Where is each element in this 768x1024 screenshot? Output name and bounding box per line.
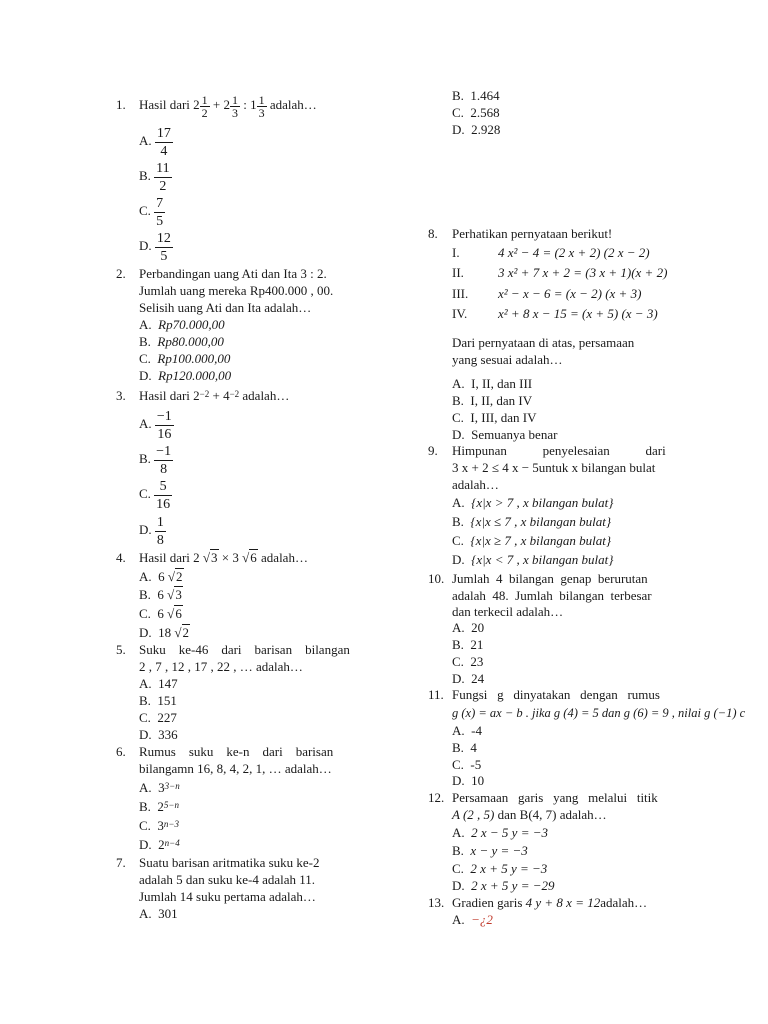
question-7-line: Suatu barisan aritmatika suku ke-2: [139, 855, 320, 870]
option-a: A. 301: [139, 906, 178, 921]
option-b: B. 151: [139, 693, 177, 708]
question-8-line: yang sesuai adalah…: [452, 352, 563, 367]
option-a: A. 147: [139, 676, 178, 691]
question-6-line: bilangamn 16, 8, 4, 2, 1, … adalah…: [139, 761, 332, 776]
option-d: D. $\frac{12}{5}$: [139, 230, 171, 264]
question-number: 9.: [428, 443, 438, 458]
question-number: 13.: [428, 895, 445, 910]
question-number: 10.: [428, 571, 445, 586]
question-2-line: Selisih uang Ati dan Ita adalah…: [139, 300, 312, 315]
question-number: 6.: [116, 744, 126, 759]
option-b: B. 1.464: [452, 88, 500, 103]
option-c: C. $\frac{7}{5}$: [139, 195, 164, 229]
option-c: C. 2 x + 5 y = −3: [452, 861, 548, 876]
option-b: B. {x|x ≤ 7 , x bilangan bulat}: [452, 514, 612, 529]
question-10-line: dan terkecil adalah…: [452, 604, 564, 619]
question-8-line: Dari pernyataan di atas, persamaan: [452, 335, 635, 350]
question-10-line: adalah 48. Jumlah bilangan terbesar: [452, 588, 652, 603]
option-a: A. Rp70.000,00: [139, 317, 225, 332]
option-d: D. 2 x + 5 y = −29: [452, 878, 555, 893]
option-d: D. $\frac{1}{8}$: [139, 514, 164, 548]
question-5-line: 2 , 7 , 12 , 17 , 22 , … adalah…: [139, 659, 303, 674]
question-number: 12.: [428, 790, 445, 805]
question-11-line: g (x) = ax − b . jika g (4) = 5 dan g (6) = 9 , nilai g (−1) c: [452, 706, 746, 720]
option-c: C. -5: [452, 757, 482, 772]
option-a: A. 2 x − 5 y = −3: [452, 825, 548, 840]
question-2-line: Perbandingan uang Ati dan Ita 3 : 2.: [139, 266, 327, 281]
question-9-line: adalah…: [452, 477, 499, 492]
question-9-line: 3 x + 2 ≤ 4 x − 5untuk x bilangan bulat: [452, 460, 656, 475]
option-d: D. $2^{n-4}$: [139, 837, 180, 852]
statement-roman: III.: [452, 286, 469, 301]
option-c: C. 6 √6: [139, 606, 182, 621]
question-9-line: Himpunan penyelesaian dari: [452, 443, 666, 458]
question-12-line: A (2 , 5) dan B(4, 7) adalah…: [452, 807, 607, 822]
question-10-line: Jumlah 4 bilangan genap berurutan: [452, 571, 648, 586]
question-11-line: Fungsi g dinyatakan dengan rumus: [452, 687, 660, 702]
question-12-line: Persamaan garis yang melalui titik: [452, 790, 658, 805]
option-a: A. I, II, dan III: [452, 376, 533, 391]
option-d: D. {x|x < 7 , x bilangan bulat}: [452, 552, 614, 567]
option-c: C. Rp100.000,00: [139, 351, 231, 366]
option-a: A. 20: [452, 620, 485, 635]
option-b: B. $\frac{11}{2}$: [139, 160, 170, 194]
question-4-stem: Hasil dari 2 √3 × 3 √6 adalah…: [139, 550, 308, 565]
question-number: 4.: [116, 550, 126, 565]
option-a: A. $\frac{17}{4}$: [139, 125, 171, 159]
question-number: 5.: [116, 642, 126, 657]
question-7-line: Jumlah 14 suku pertama adalah…: [139, 889, 316, 904]
option-c: C. $\frac{5}{16}$: [139, 478, 171, 512]
question-number: 7.: [116, 855, 126, 870]
question-5-line: Suku ke-46 dari barisan bilangan: [139, 642, 350, 657]
option-b: B. I, II, dan IV: [452, 393, 533, 408]
option-c: C. 23: [452, 654, 484, 669]
option-a: A. 6 √2: [139, 569, 183, 584]
option-b: B. $2^{5-n}$: [139, 799, 179, 814]
statement-equation: 4 x² − 4 = (2 x + 2) (2 x − 2): [498, 245, 650, 260]
statement-equation: 3 x² + 7 x + 2 = (3 x + 1)(x + 2): [498, 265, 668, 280]
question-3-stem: Hasil dari $2^{-2} + 4^{-2}$ adalah…: [139, 388, 290, 403]
question-number: 1.: [116, 97, 126, 112]
option-c: C. $3^{n-3}$: [139, 818, 179, 833]
statement-equation: x² − x − 6 = (x − 2) (x + 3): [498, 286, 642, 301]
option-b: B. $\frac{-1}{8}$: [139, 443, 172, 477]
option-c: C. I, III, dan IV: [452, 410, 537, 425]
option-d: D. 10: [452, 773, 485, 788]
option-d: D. Rp120.000,00: [139, 368, 232, 383]
question-6-line: Rumus suku ke-n dari barisan: [139, 744, 334, 759]
question-13-stem: Gradien garis 4 y + 8 x = 12adalah…: [452, 895, 648, 910]
statement-roman: II.: [452, 265, 464, 280]
option-c: C. 2.568: [452, 105, 500, 120]
question-number: 11.: [428, 687, 444, 702]
question-8-title: Perhatikan pernyataan berikut!: [452, 226, 613, 241]
option-a: A. $\frac{-1}{16}$: [139, 408, 172, 442]
question-2-line: Jumlah uang mereka Rp400.000 , 00.: [139, 283, 334, 298]
option-d: D. 336: [139, 727, 178, 742]
option-a: A. $3^{3-n}$: [139, 780, 180, 795]
option-b: B. x − y = −3: [452, 843, 528, 858]
option-d: D. 24: [452, 671, 485, 686]
statement-equation: x² + 8 x − 15 = (x + 5) (x − 3): [498, 306, 658, 321]
option-d: D. 18 √2: [139, 625, 190, 640]
option-b: B. 21: [452, 637, 484, 652]
option-d: D. Semuanya benar: [452, 427, 558, 442]
question-7-line: adalah 5 dan suku ke-4 adalah 11.: [139, 872, 316, 887]
option-a: A. {x|x > 7 , x bilangan bulat}: [452, 495, 614, 510]
option-b: B. Rp80.000,00: [139, 334, 224, 349]
question-number: 3.: [116, 388, 126, 403]
option-b: B. 6 √3: [139, 587, 182, 602]
option-c: C. 227: [139, 710, 177, 725]
question-1-stem: Hasil dari 2 $\frac{1}{2}$ + 2 $\frac{1}{3}$ : 1 $\frac{1}{3}$ adalah…: [139, 92, 317, 120]
option-b: B. 4: [452, 740, 477, 755]
option-a: A. -4: [452, 723, 482, 738]
option-c: C. {x|x ≥ 7 , x bilangan bulat}: [452, 533, 612, 548]
question-number: 2.: [116, 266, 126, 281]
question-number: 8.: [428, 226, 438, 241]
statement-roman: IV.: [452, 306, 468, 321]
option-a: A. −¿2: [452, 912, 493, 927]
option-d: D. 2.928: [452, 122, 501, 137]
statement-roman: I.: [452, 245, 460, 260]
